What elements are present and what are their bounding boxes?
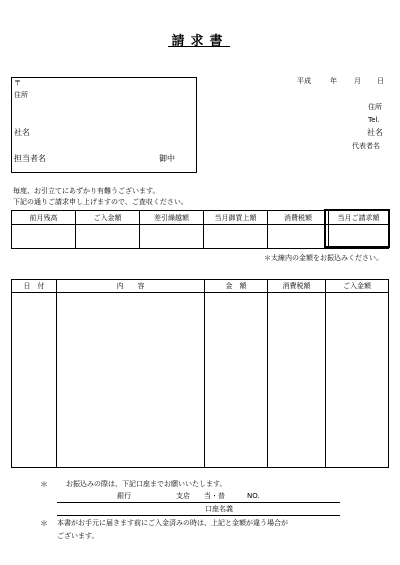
- account-type: 当・普: [204, 492, 225, 500]
- detail-header-tax: 消費税額: [268, 280, 326, 293]
- summary-header-prev-balance: 前月残高: [12, 211, 76, 225]
- summary-cell-tax[interactable]: [268, 225, 329, 249]
- summary-cell-prev-balance[interactable]: [12, 225, 76, 249]
- summary-header-purchases: 当月御買上額: [204, 211, 268, 225]
- summary-cell-payment[interactable]: [76, 225, 140, 249]
- summary-table: [11, 210, 389, 249]
- detail-cell-description[interactable]: [57, 293, 205, 468]
- summary-cell-billing-total[interactable]: [329, 225, 389, 249]
- footer-bullet-2: ＊: [40, 519, 48, 528]
- detail-header-amount: 金 額: [205, 280, 268, 293]
- greeting-line-2: 下記の通りご請求申し上げますので、ご査収ください。: [13, 198, 188, 206]
- detail-body-row: [12, 293, 389, 468]
- summary-header-billing-total: 当月ご請求額: [329, 211, 389, 225]
- bank-info-underline: [57, 502, 340, 503]
- recipient-address-label: 住所: [14, 91, 28, 99]
- crossing-note-line-2: ございます。: [57, 532, 99, 540]
- date-day-label: 日: [377, 77, 384, 85]
- account-name-underline: [57, 515, 340, 516]
- date-year-label: 年: [330, 77, 337, 85]
- detail-cell-tax[interactable]: [268, 293, 326, 468]
- issuer-address-label: 住所: [368, 103, 382, 111]
- detail-header-date: 日 付: [12, 280, 57, 293]
- detail-cell-date[interactable]: [12, 293, 57, 468]
- date-month-label: 月: [354, 77, 361, 85]
- summary-header-carryover: 差引繰越額: [140, 211, 204, 225]
- detail-header-row: [12, 280, 389, 293]
- detail-table: [11, 279, 389, 468]
- summary-note: ＊太線内の金額をお振込みください。: [264, 254, 383, 262]
- summary-header-payment: ご入金額: [76, 211, 140, 225]
- recipient-company-label: 社名: [14, 128, 30, 137]
- issuer-company-label: 社名: [367, 128, 383, 137]
- recipient-honorific: 御中: [159, 154, 175, 163]
- bank-label: 銀行: [117, 492, 131, 500]
- page-title: 請求書: [171, 34, 229, 49]
- crossing-note-line-1: 本書がお手元に届きます前にご入金済みの時は、上記と金額が違う場合が: [57, 519, 288, 527]
- recipient-postal: 〒: [14, 79, 21, 87]
- issuer-rep-label: 代表者名: [352, 142, 380, 150]
- detail-cell-payment[interactable]: [326, 293, 389, 468]
- title-underline: [168, 46, 230, 47]
- date-era: 平成: [297, 77, 311, 85]
- recipient-contact-label: 担当者名: [14, 154, 46, 163]
- issuer-tel-label: Tel.: [368, 116, 380, 124]
- greeting-line-1: 毎度、お引立てにあずかり有難うございます。: [13, 187, 160, 195]
- summary-cell-purchases[interactable]: [204, 225, 268, 249]
- detail-header-description: 内 容: [57, 280, 205, 293]
- footer-bullet-1: ＊: [40, 480, 48, 489]
- detail-header-payment: ご入金額: [326, 280, 389, 293]
- summary-header-tax: 消費税額: [268, 211, 329, 225]
- summary-value-row: [12, 225, 389, 249]
- account-number-label: NO.: [247, 492, 260, 500]
- account-name-label: 口座名義: [205, 505, 233, 513]
- branch-label: 支店: [176, 492, 190, 500]
- detail-cell-amount[interactable]: [205, 293, 268, 468]
- summary-header-row: [12, 211, 389, 225]
- transfer-note: お振込みの際は、下記口座までお願いいたします。: [66, 480, 227, 488]
- summary-cell-carryover[interactable]: [140, 225, 204, 249]
